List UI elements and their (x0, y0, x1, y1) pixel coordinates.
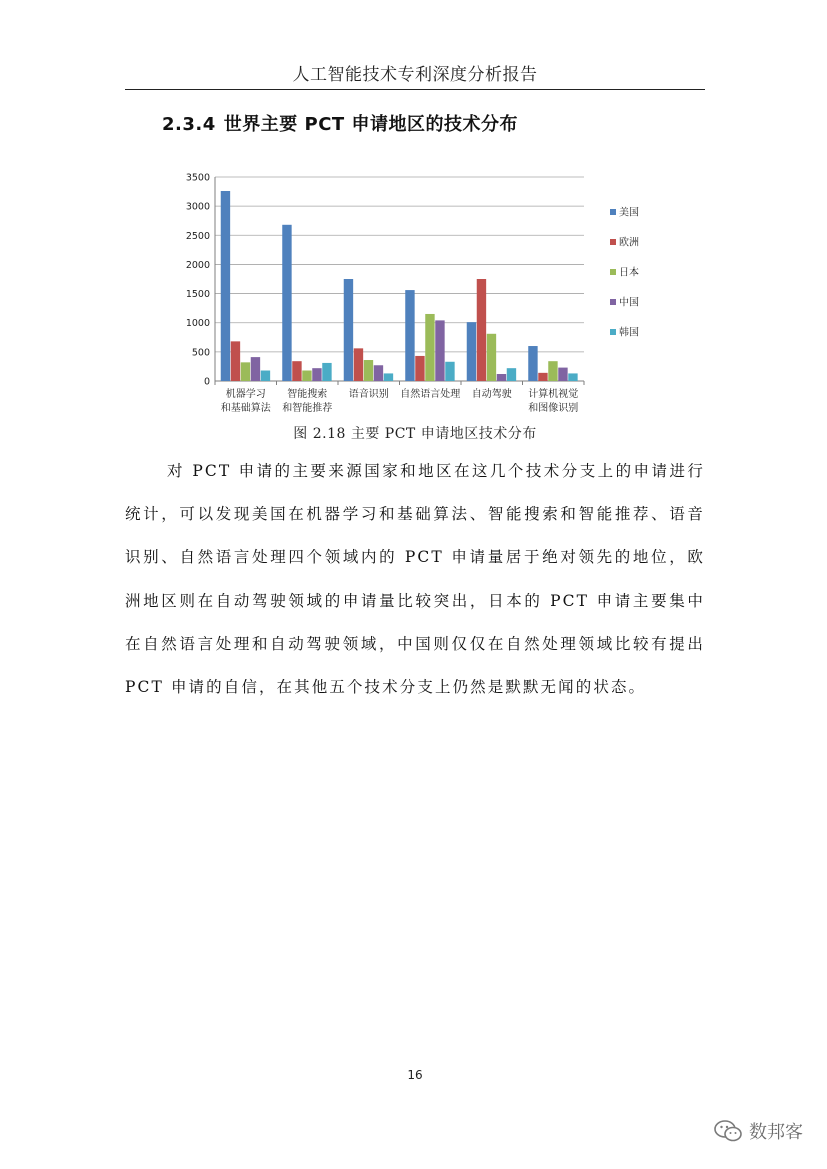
bar (374, 365, 383, 381)
bar (292, 361, 301, 381)
bar (528, 346, 537, 381)
watermark-text: 数邦客 (749, 1122, 803, 1143)
bar (364, 360, 373, 381)
bar (282, 225, 291, 381)
bar (221, 191, 230, 381)
x-category-label: 和智能推荐 (282, 403, 333, 414)
x-category-label: 自然语言处理 (400, 389, 461, 400)
bar (477, 279, 486, 381)
bar (302, 371, 311, 381)
bar (415, 356, 424, 381)
bar (425, 314, 434, 381)
x-category-label: 和图像识别 (528, 403, 579, 414)
bar (467, 322, 476, 381)
bar (251, 357, 260, 381)
bar (435, 320, 444, 381)
watermark (713, 1118, 803, 1144)
bar (312, 368, 321, 381)
x-category-label: 和基础算法 (220, 403, 271, 414)
legend-swatch (610, 299, 616, 305)
bar (261, 371, 270, 381)
legend-swatch (610, 209, 616, 215)
figure-caption: 图 2.18 主要 PCT 申请地区技术分布 (293, 426, 537, 442)
bar (241, 362, 250, 381)
section-heading (162, 110, 518, 136)
legend-label: 日本 (619, 267, 639, 279)
bar (497, 374, 506, 381)
bar (548, 361, 557, 381)
running-header-title: 人工智能技术专利深度分析报告 (292, 65, 538, 85)
y-tick-label: 0 (203, 376, 210, 388)
bar (384, 373, 393, 381)
legend-swatch (610, 239, 616, 245)
bar (487, 334, 496, 381)
bar (344, 279, 353, 381)
wechat-icon (713, 1119, 743, 1143)
x-category-label: 自动驾驶 (471, 389, 512, 400)
y-tick-label: 2500 (185, 230, 210, 242)
legend-swatch (610, 329, 616, 335)
bar (507, 368, 516, 381)
legend-label: 欧洲 (619, 237, 639, 249)
page-number: 16 (407, 1068, 423, 1082)
section-title: 世界主要 PCT 申请地区的技术分布 (223, 114, 518, 135)
bar (322, 363, 331, 381)
y-tick-label: 500 (191, 347, 210, 359)
bar (354, 348, 363, 381)
legend-label: 中国 (619, 297, 639, 309)
y-tick-label: 1500 (185, 289, 210, 301)
tech-distribution-chart (180, 165, 660, 423)
x-category-label: 语音识别 (348, 389, 389, 400)
y-tick-label: 2000 (185, 259, 210, 271)
x-category-label: 机器学习 (225, 389, 266, 400)
y-tick-label: 3000 (185, 201, 210, 213)
body-paragraph: 对 PCT 申请的主要来源国家和地区在这几个技术分支上的申请进行统计，可以发现美国在机器学习和基础算法、智能搜索和智能推荐、语音识别、自然语言处理四个领域内的 PCT 申请量居于绝对领先的地位，欧洲地区则在自动驾驶领域的申请量比较突出，日本的 PCT 申请主要集中在自然语言处理和自动驾驶领域，中国则仅仅在自然处理领域比较有提出 PCT 申请的自信，在其他五个技术分支上仍然是默默无闻的状态。 (125, 462, 705, 697)
x-category-label: 计算机视觉 (528, 389, 579, 400)
legend-label: 韩国 (619, 327, 639, 339)
bar (558, 368, 567, 381)
y-tick-label: 3500 (185, 172, 210, 184)
x-category-label: 智能搜索 (287, 389, 328, 400)
legend-label: 美国 (619, 207, 639, 219)
section-number: 2.3.4 (162, 114, 216, 135)
bar (568, 373, 577, 381)
bar-chart-svg (180, 165, 660, 423)
y-tick-label: 1000 (185, 318, 210, 330)
bar (445, 362, 454, 381)
bar (405, 290, 414, 381)
legend-swatch (610, 269, 616, 275)
bar (231, 341, 240, 381)
bar (538, 373, 547, 381)
header-divider (125, 89, 705, 90)
